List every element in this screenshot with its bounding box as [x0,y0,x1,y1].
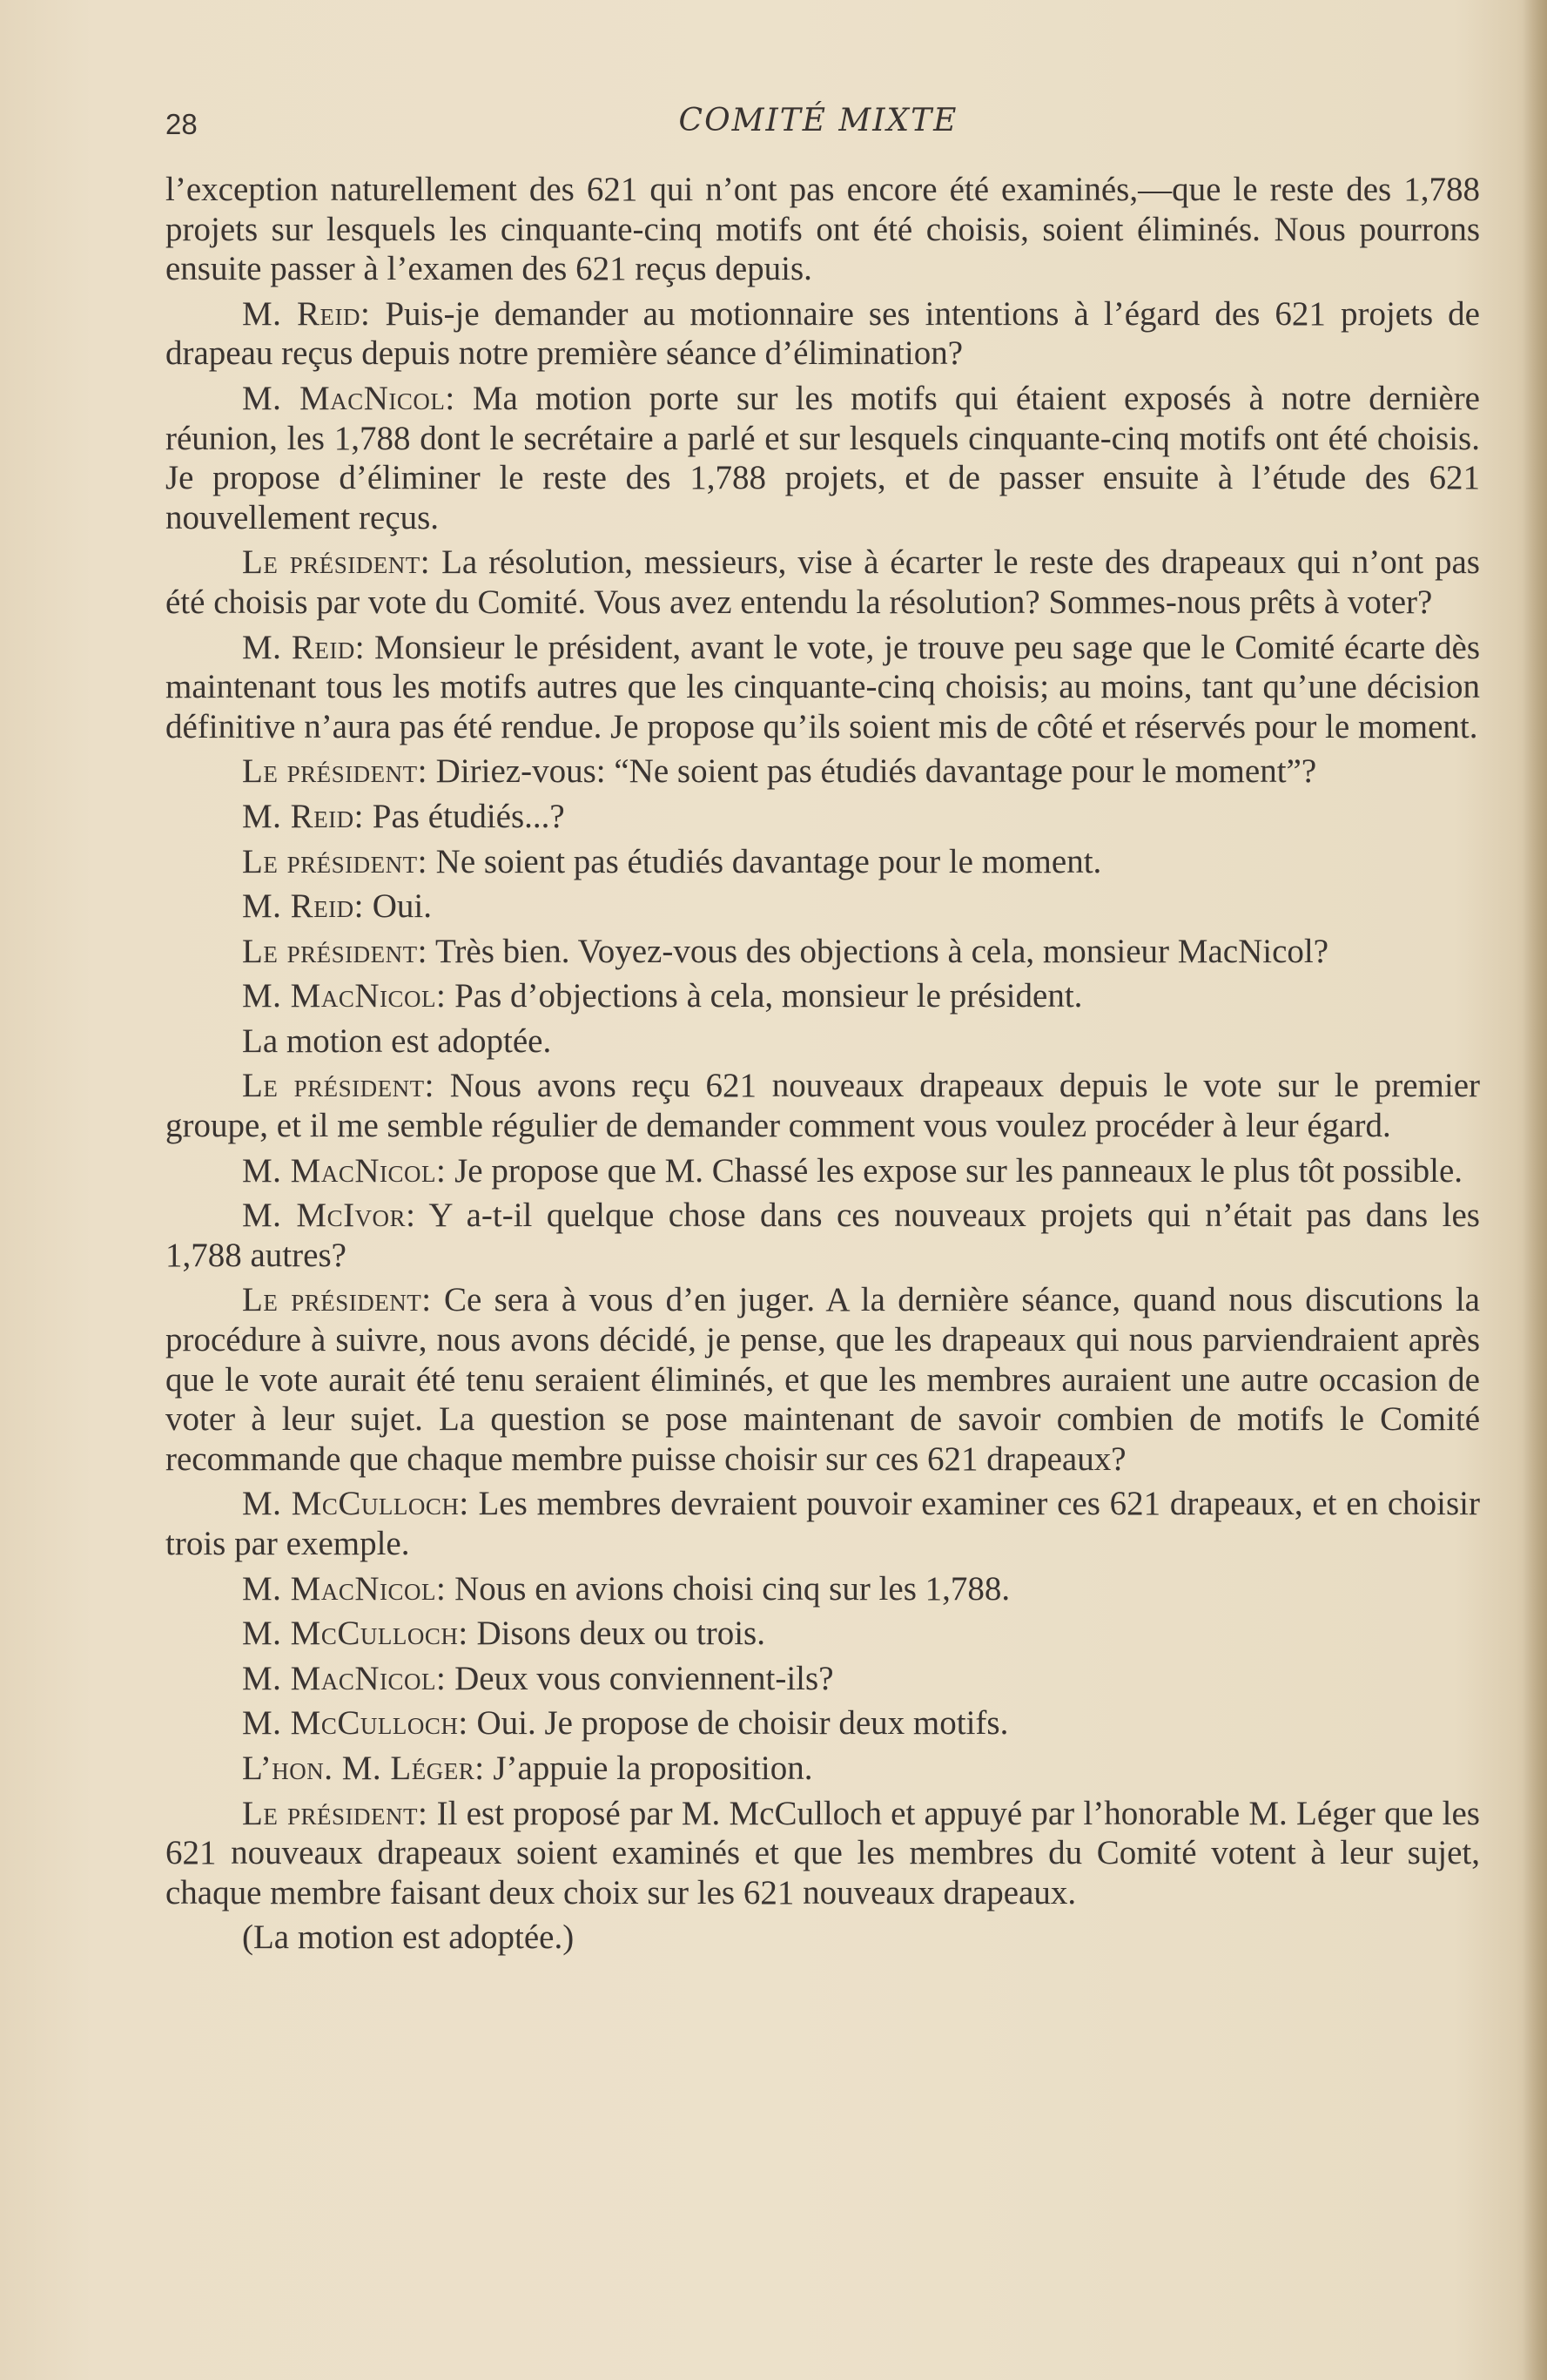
paragraph-text: Puis-je demander au motionnaire ses intentions à l’égard des 621 projets de drapeau reçus depuis notre première séance d’élimination? [165,294,1480,373]
paragraph-text: Les membres devraient pouvoir examiner ces 621 drapeaux, et en choisir trois par exemple. [165,1485,1480,1562]
paragraph [165,842,1480,882]
speaker-name: M. MacNicol: [242,1151,447,1190]
paragraph-text: Très bien. Voyez-vous des objections à cela, monsieur MacNicol? [427,932,1329,970]
speaker-name: Le président: [242,543,431,582]
paragraph-text: La résolution, messieurs, vise à écarter le reste des drapeaux qui n’ont pas été choisis par vote du Comité. Vous avez entendu la résolution? Sommes-nous prêts à voter? [165,543,1480,621]
page-number: 28 [165,108,198,140]
paragraph-text: Je propose que M. Chassé les expose sur les panneaux le plus tôt possible. [446,1151,1463,1190]
paragraph [165,887,1480,927]
speaker-name: M. McCulloch: [242,1615,468,1653]
paragraph-text: Pas d’objections à cela, monsieur le président. [446,977,1083,1015]
speaker-name: M. Reid: [242,294,371,333]
paragraph [165,170,1480,289]
paragraph-text: Pas étudiés...? [364,797,565,835]
speaker-name: M. MacNicol: [242,977,447,1015]
paragraph-text: Oui. Je propose de choisir deux motifs. [467,1704,1009,1743]
speaker-name: M. MacNicol: [242,1569,447,1608]
speaker-name: M. McCulloch: [242,1485,469,1523]
paragraph [165,1196,1480,1275]
paragraph-text: Nous avons reçu 621 nouveaux drapeaux depuis le vote sur le premier groupe, et il me semble régulier de demander comment vous voulez procéder à leur égard. [165,1067,1480,1145]
paragraph [165,1569,1480,1609]
paragraph [165,1280,1480,1479]
speaker-name: Le président: [242,842,427,880]
paragraph-text: l’exception naturellement des 621 qui n’ont pas encore été examinés,—que le reste des 1,788 projets sur lesquels les cinquante-cinq motifs ont été choisis, soient éliminés. Nous pourrons ensuite passer à l’examen des 621 reçus depuis. [165,171,1480,288]
paragraph [165,294,1480,374]
paragraph [165,1659,1480,1699]
paragraph [165,1066,1480,1145]
paragraph-text: (La motion est adoptée.) [242,1918,575,1957]
paragraph-text: Deux vous conviennent-ils? [446,1659,834,1697]
page-edge [1523,0,1547,2380]
paragraph [165,1151,1480,1191]
speaker-name: Le président: [242,932,427,970]
paragraph [165,797,1480,837]
paragraph [165,1614,1480,1654]
paragraph-text: Nous en avions choisi cinq sur les 1,788. [446,1569,1011,1608]
paragraph [165,543,1480,622]
paragraph [165,1749,1480,1789]
paragraph-text: Y a-t-il quelque chose dans ces nouveaux projets qui n’était pas dans les 1,788 autres? [165,1197,1480,1274]
paragraph [165,628,1480,747]
paragraph-text: La motion est adoptée. [242,1021,552,1060]
speaker-name: M. MacNicol: [242,1659,447,1697]
paragraph [165,1703,1480,1743]
speaker-name: Le président: [242,1067,434,1105]
running-head: COMITÉ MIXTE [678,103,958,138]
paragraph-text: Diriez-vous: “Ne soient pas étudiés davantage pour le moment”? [427,752,1317,791]
speaker-name: Le président: [242,1281,432,1319]
paragraph-text: Il est proposé par M. McCulloch et appuyé par l’honorable M. Léger que les 621 nouveaux drapeaux soient examinés et que les membres du Comité votent à leur sujet, chaque membre faisant deux choix sur les 621 nouveaux drapeaux. [165,1794,1480,1911]
paragraph-text: Ne soient pas étudiés davantage pour le moment. [427,842,1102,880]
paragraph-text: Ma motion porte sur les motifs qui étaient exposés à notre dernière réunion, les 1,788 dont le secrétaire a parlé et sur lesquels cinquante-cinq motifs ont été choisis. Je propose d’éliminer le reste des 1,788 projets, et de passer ensuite à l’étude des 621 nouvellement reçus. [165,379,1480,536]
speaker-name: M. Reid: [242,797,365,835]
speaker-name: Le président: [242,1794,428,1832]
speaker-name: M. McCulloch: [242,1704,468,1743]
paragraph-text: Oui. [364,887,433,926]
paragraph [165,976,1480,1016]
speaker-name: M. Reid: [242,628,366,666]
paragraph [165,379,1480,537]
paragraph [165,1484,1480,1563]
page-header [165,103,1471,155]
paragraph-text: Disons deux ou trois. [467,1615,765,1653]
speaker-name: Le président: [242,752,427,791]
paragraph [165,752,1480,792]
paragraph [165,1021,1480,1062]
paragraph-text: Monsieur le président, avant le vote, je trouve peu sage que le Comité écarte dès maintenant tous les motifs autres que les cinquante-cinq choisis; au moins, tant qu’une décision définitive n’aura pas été rendue. Je propose qu’ils soient mis de côté et réservés pour le moment. [165,628,1480,745]
paragraph-text: J’appuie la proposition. [484,1749,813,1787]
speaker-name: L’hon. M. Léger: [242,1749,485,1787]
paragraph-text: Ce sera à vous d’en juger. A la dernière séance, quand nous discutions la procédure à suivre, nous avons décidé, je pense, que les drapeaux qui nous parviendraient après que le vote aurait été tenu seraient éliminés, et que les membres auraient une autre occasion de voter à leur sujet. La question se pose maintenant de savoir combien de motifs le Comité recommande que chaque membre puisse choisir sur ces 621 drapeaux? [165,1281,1480,1478]
speaker-name: M. MacNicol: [242,379,455,417]
body-text [165,170,1480,1963]
paragraph [165,1918,1480,1958]
speaker-name: M. McIvor: [242,1197,416,1235]
paragraph [165,932,1480,972]
paragraph [165,1794,1480,1913]
speaker-name: M. Reid: [242,887,365,926]
